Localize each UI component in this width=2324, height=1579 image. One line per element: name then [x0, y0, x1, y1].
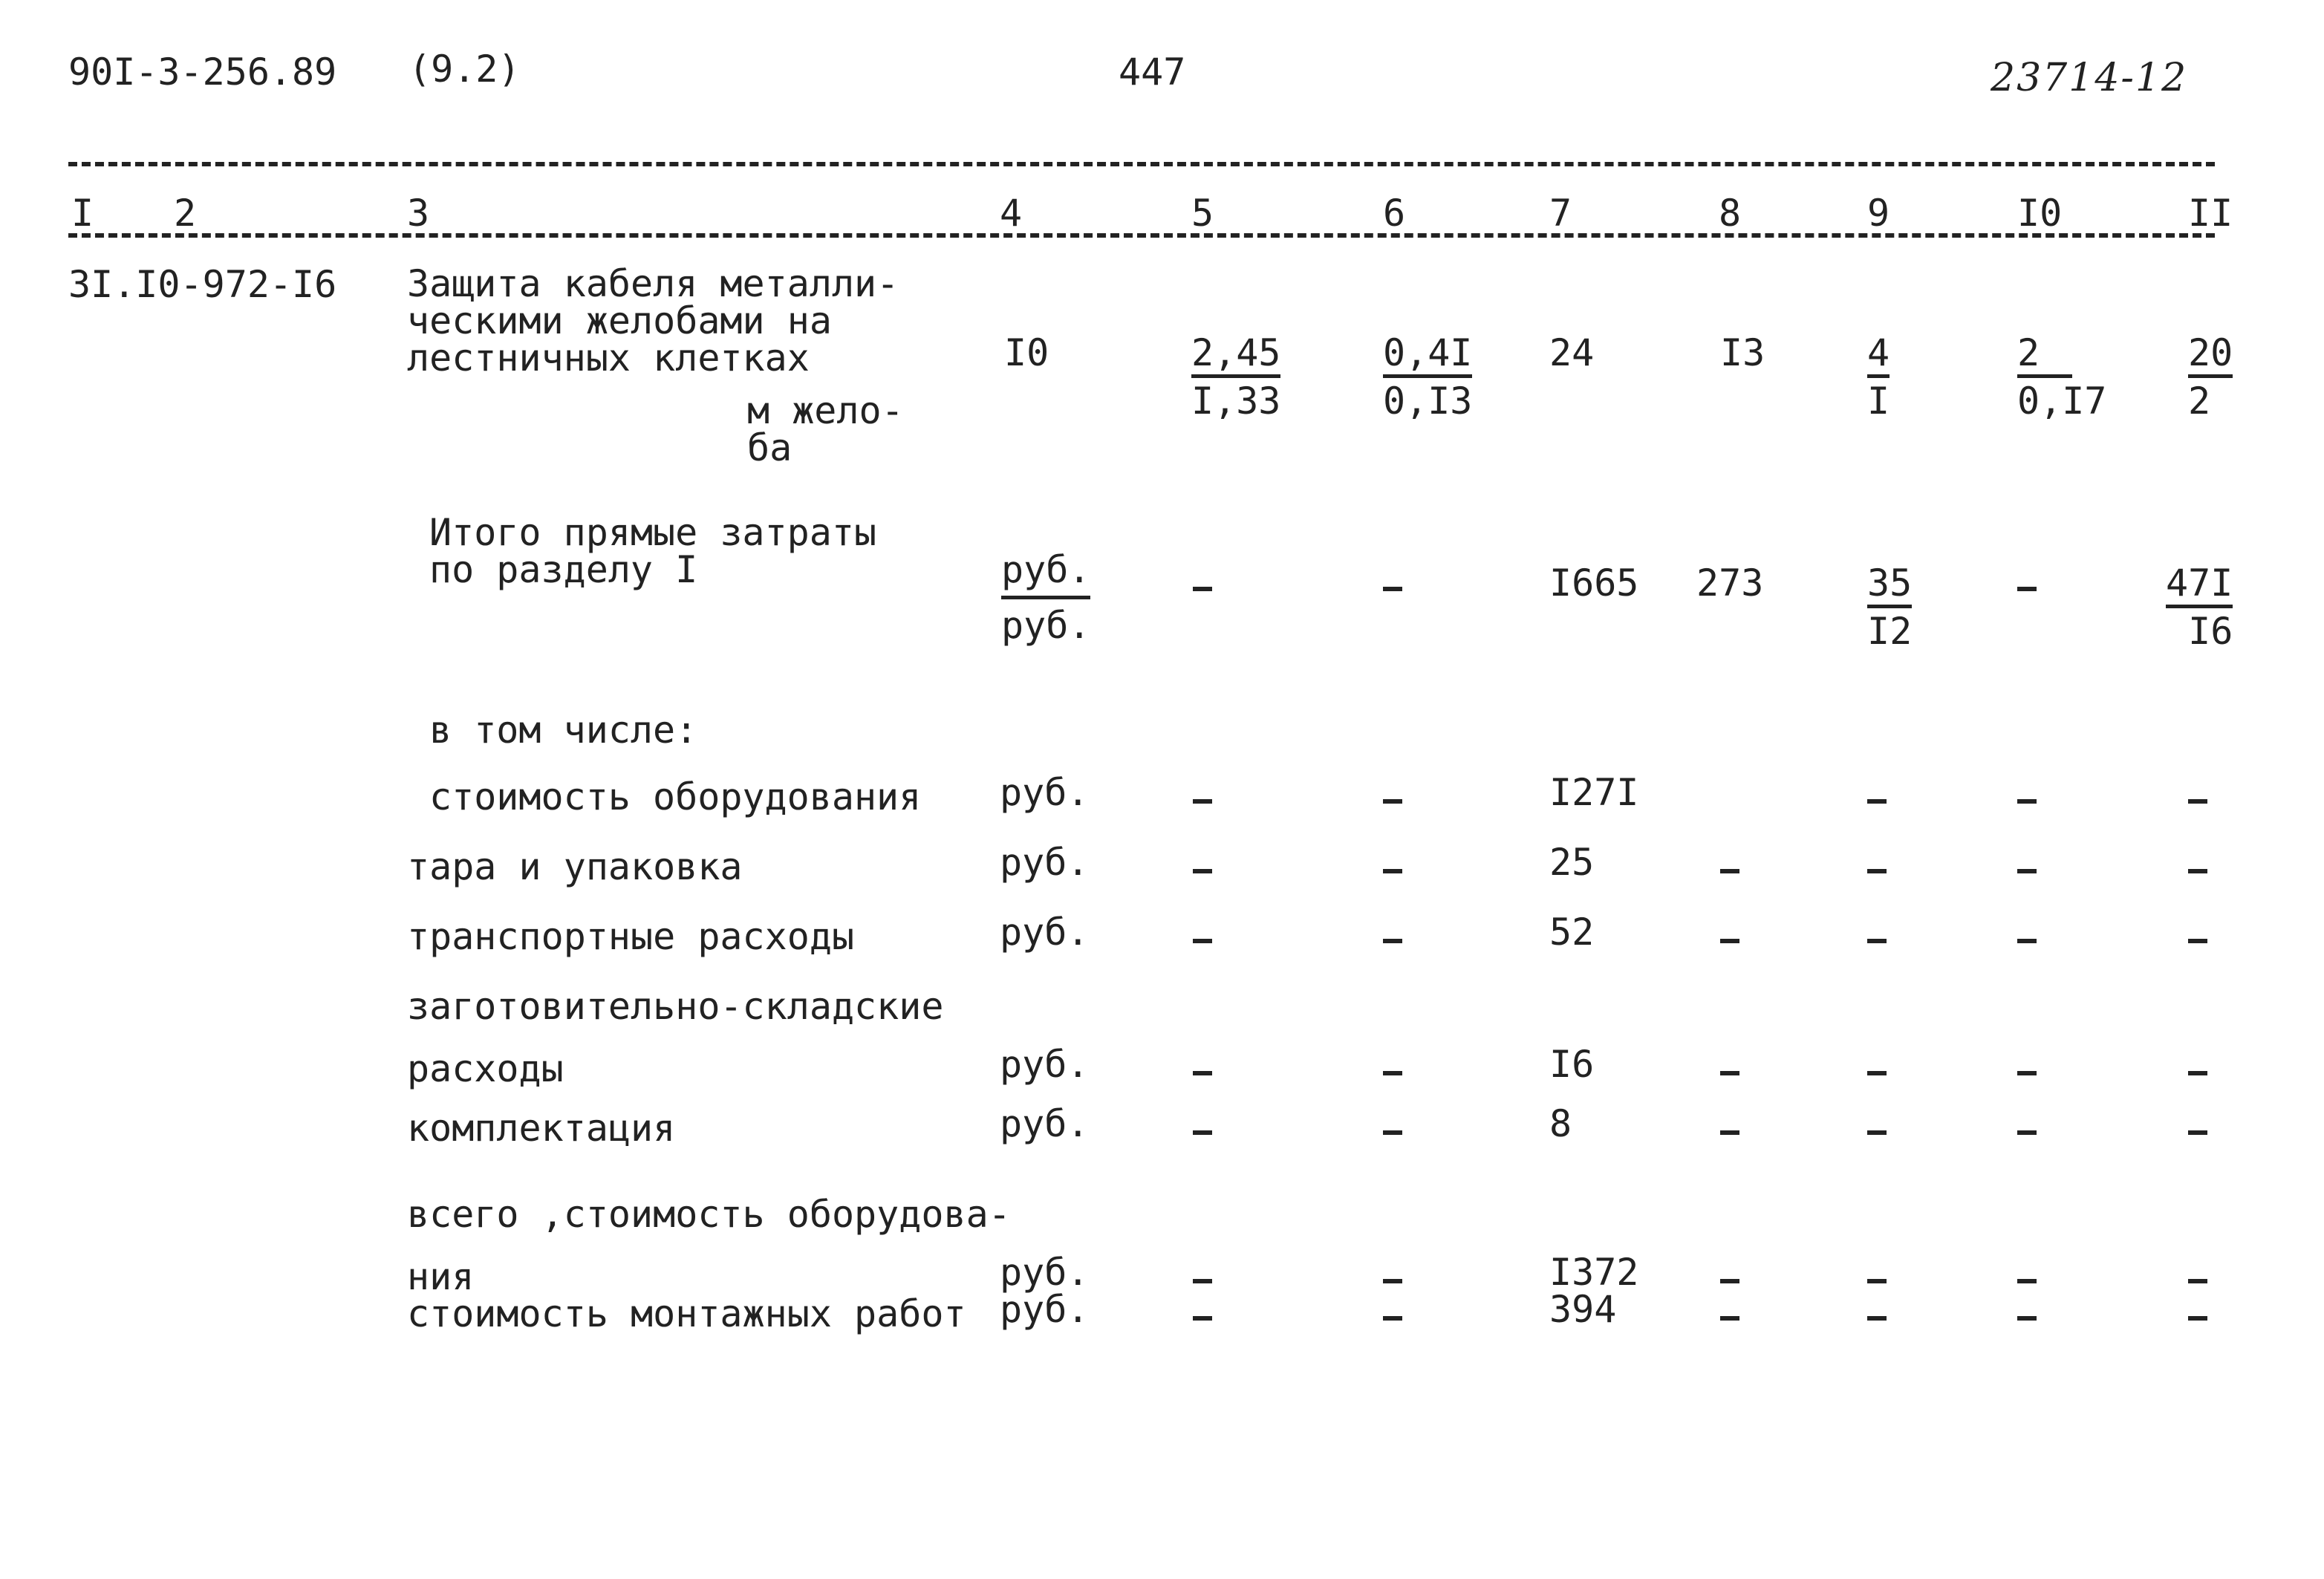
breakdown-row-label: стоимость оборудования	[429, 775, 922, 818]
total-unit-fraction	[1001, 548, 1091, 647]
col-header-8: 8	[1719, 192, 1742, 235]
item-col11-fraction	[2188, 331, 2233, 423]
col-header-5: 5	[1191, 192, 1214, 235]
breakdown-row-col6-empty	[1383, 1279, 1402, 1283]
breakdown-row-col10-empty	[2017, 799, 2037, 804]
breakdown-row-col10-empty	[2017, 1130, 2037, 1135]
total-label-line-1: Итого прямые затраты	[429, 511, 877, 554]
item-col5-bottom: I,33	[1191, 380, 1281, 423]
breakdown-row-label: заготовительно-складские	[407, 985, 944, 1028]
breakdown-row-col9-empty	[1867, 1316, 1887, 1321]
breakdown-row-col5-empty	[1193, 869, 1212, 873]
breakdown-row-col11-empty	[2188, 1071, 2207, 1075]
breakdown-row-unit: руб.	[1000, 911, 1090, 954]
item-col10-fraction	[2017, 331, 2107, 423]
breakdown-row-col10-empty	[2017, 1316, 2037, 1321]
total-col9-fraction	[1867, 561, 1913, 653]
col-header-1: I	[71, 192, 94, 235]
breakdown-row-col7: 8	[1549, 1102, 1572, 1145]
breakdown-row-col9-empty	[1867, 869, 1887, 873]
item-col4: I0	[1004, 331, 1049, 374]
total-col11-fraction	[2166, 561, 2233, 653]
breakdown-row-col11-empty	[2188, 1279, 2207, 1283]
page-number: 447	[1119, 51, 1186, 94]
breakdown-row-col8-empty	[1720, 1279, 1739, 1283]
breakdown-row-col7: 52	[1549, 911, 1595, 954]
item-col5-fraction	[1191, 331, 1281, 423]
total-unit-top: руб.	[1001, 551, 1090, 599]
document-code: 90I-3-256.89	[68, 51, 337, 94]
breakdown-row-unit: руб.	[1000, 1043, 1090, 1086]
breakdown-row-col6-empty	[1383, 1071, 1402, 1075]
breakdown-row-col8-empty	[1720, 869, 1739, 873]
item-unit-line-1: м жело-	[747, 389, 904, 432]
item-col9-bottom: I	[1867, 380, 1890, 423]
breakdown-row-col6-empty	[1383, 799, 1402, 804]
breakdown-row-unit: руб.	[1000, 771, 1090, 814]
breakdown-row-col10-empty	[2017, 939, 2037, 943]
total-col9-bottom: I2	[1867, 610, 1913, 653]
total-label-line-2: по разделу I	[429, 548, 698, 591]
col-header-10: I0	[2017, 192, 2063, 235]
breakdown-row-col9-empty	[1867, 1279, 1887, 1283]
breakdown-row-col11-empty	[2188, 1130, 2207, 1135]
item-col8: I3	[1720, 331, 1765, 374]
breakdown-row-unit: руб.	[1000, 1251, 1090, 1294]
total-col7: I665	[1549, 561, 1639, 605]
breakdown-row-unit: руб.	[1000, 1288, 1090, 1331]
col-header-6: 6	[1383, 192, 1406, 235]
item-col10-bottom: 0,I7	[2017, 380, 2107, 423]
breakdown-row-col7: 394	[1549, 1288, 1617, 1331]
breakdown-row-col6-empty	[1383, 869, 1402, 873]
breakdown-row-label: стоимость монтажных работ	[407, 1292, 966, 1335]
section-number: (9.2)	[409, 48, 521, 91]
breakdown-row-col10-empty	[2017, 1279, 2037, 1283]
item-col6-fraction	[1383, 331, 1473, 423]
breakdown-row-col6-empty	[1383, 939, 1402, 943]
total-col9-top: 35	[1867, 564, 1912, 608]
item-col5-top: 2,45	[1191, 334, 1280, 378]
item-code: 3I.I0-972-I6	[68, 263, 337, 306]
header-separator	[68, 162, 2215, 166]
breakdown-row-col8-empty	[1720, 939, 1739, 943]
total-col5-empty	[1193, 587, 1212, 591]
breakdown-row-col9-empty	[1867, 799, 1887, 804]
breakdown-row-col8-empty	[1720, 1130, 1739, 1135]
breakdown-row-col6-empty	[1383, 1316, 1402, 1321]
breakdown-row-col11-empty	[2188, 1316, 2207, 1321]
item-col10-top: 2	[2017, 334, 2072, 378]
breakdown-row-label: ния	[407, 1255, 475, 1298]
breakdown-row-col11-empty	[2188, 799, 2207, 804]
breakdown-row-label: расходы	[407, 1047, 564, 1090]
item-description-line-2: ческими желобами на	[407, 299, 832, 342]
item-col6-top: 0,4I	[1383, 334, 1472, 378]
item-col9-fraction	[1867, 331, 1890, 423]
total-col6-empty	[1383, 587, 1402, 591]
col-header-7: 7	[1549, 192, 1572, 235]
breakdown-row-unit: руб.	[1000, 841, 1090, 884]
col-header-9: 9	[1867, 192, 1890, 235]
breakdown-row-col5-empty	[1193, 1130, 1212, 1135]
col-header-11: II	[2188, 192, 2233, 235]
total-col10-empty	[2017, 587, 2037, 591]
breakdown-row-col9-empty	[1867, 1071, 1887, 1075]
breakdown-row-col9-empty	[1867, 939, 1887, 943]
breakdown-row-col8-empty	[1720, 1316, 1739, 1321]
column-header-underline	[68, 233, 2215, 238]
breakdown-row-col8-empty	[1720, 1071, 1739, 1075]
breakdown-row-col6-empty	[1383, 1130, 1402, 1135]
item-col11-top: 20	[2188, 334, 2233, 378]
including-label: в том числе:	[429, 709, 698, 752]
breakdown-row-col11-empty	[2188, 939, 2207, 943]
breakdown-row-col7: I372	[1549, 1251, 1639, 1294]
breakdown-row-col5-empty	[1193, 1279, 1212, 1283]
breakdown-row-label: всего ,стоимость оборудова-	[407, 1193, 1011, 1236]
item-col7: 24	[1549, 331, 1595, 374]
breakdown-row-col7: I27I	[1549, 771, 1639, 814]
total-col8: 273	[1696, 561, 1764, 605]
item-unit-line-2: ба	[747, 426, 792, 469]
total-unit-bottom: руб.	[1001, 604, 1091, 647]
breakdown-row-col7: 25	[1549, 841, 1595, 884]
breakdown-row-label: тара и упаковка	[407, 845, 743, 888]
col-header-4: 4	[1000, 192, 1023, 235]
breakdown-row-col5-empty	[1193, 799, 1212, 804]
breakdown-row-label: транспортные расходы	[407, 915, 855, 958]
breakdown-row-col5-empty	[1193, 1316, 1212, 1321]
item-col6-bottom: 0,I3	[1383, 380, 1473, 423]
handwritten-inventory-number: 23714-12	[1991, 56, 2188, 100]
item-description-line-1: Защита кабеля металли-	[407, 262, 899, 305]
breakdown-row-unit: руб.	[1000, 1102, 1090, 1145]
breakdown-row-col5-empty	[1193, 939, 1212, 943]
breakdown-row-label: комплектация	[407, 1107, 676, 1150]
breakdown-row-col10-empty	[2017, 1071, 2037, 1075]
breakdown-row-col10-empty	[2017, 869, 2037, 873]
breakdown-row-col5-empty	[1193, 1071, 1212, 1075]
total-col11-bottom: I6	[2188, 610, 2233, 653]
item-description-line-3: лестничных клетках	[407, 336, 810, 380]
breakdown-row-col7: I6	[1549, 1043, 1595, 1086]
col-header-2: 2	[174, 192, 197, 235]
breakdown-row-col9-empty	[1867, 1130, 1887, 1135]
item-col9-top: 4	[1867, 334, 1890, 378]
item-col11-bottom: 2	[2188, 380, 2211, 423]
total-col11-top: 47I	[2166, 564, 2233, 608]
col-header-3: 3	[407, 192, 430, 235]
breakdown-row-col11-empty	[2188, 869, 2207, 873]
